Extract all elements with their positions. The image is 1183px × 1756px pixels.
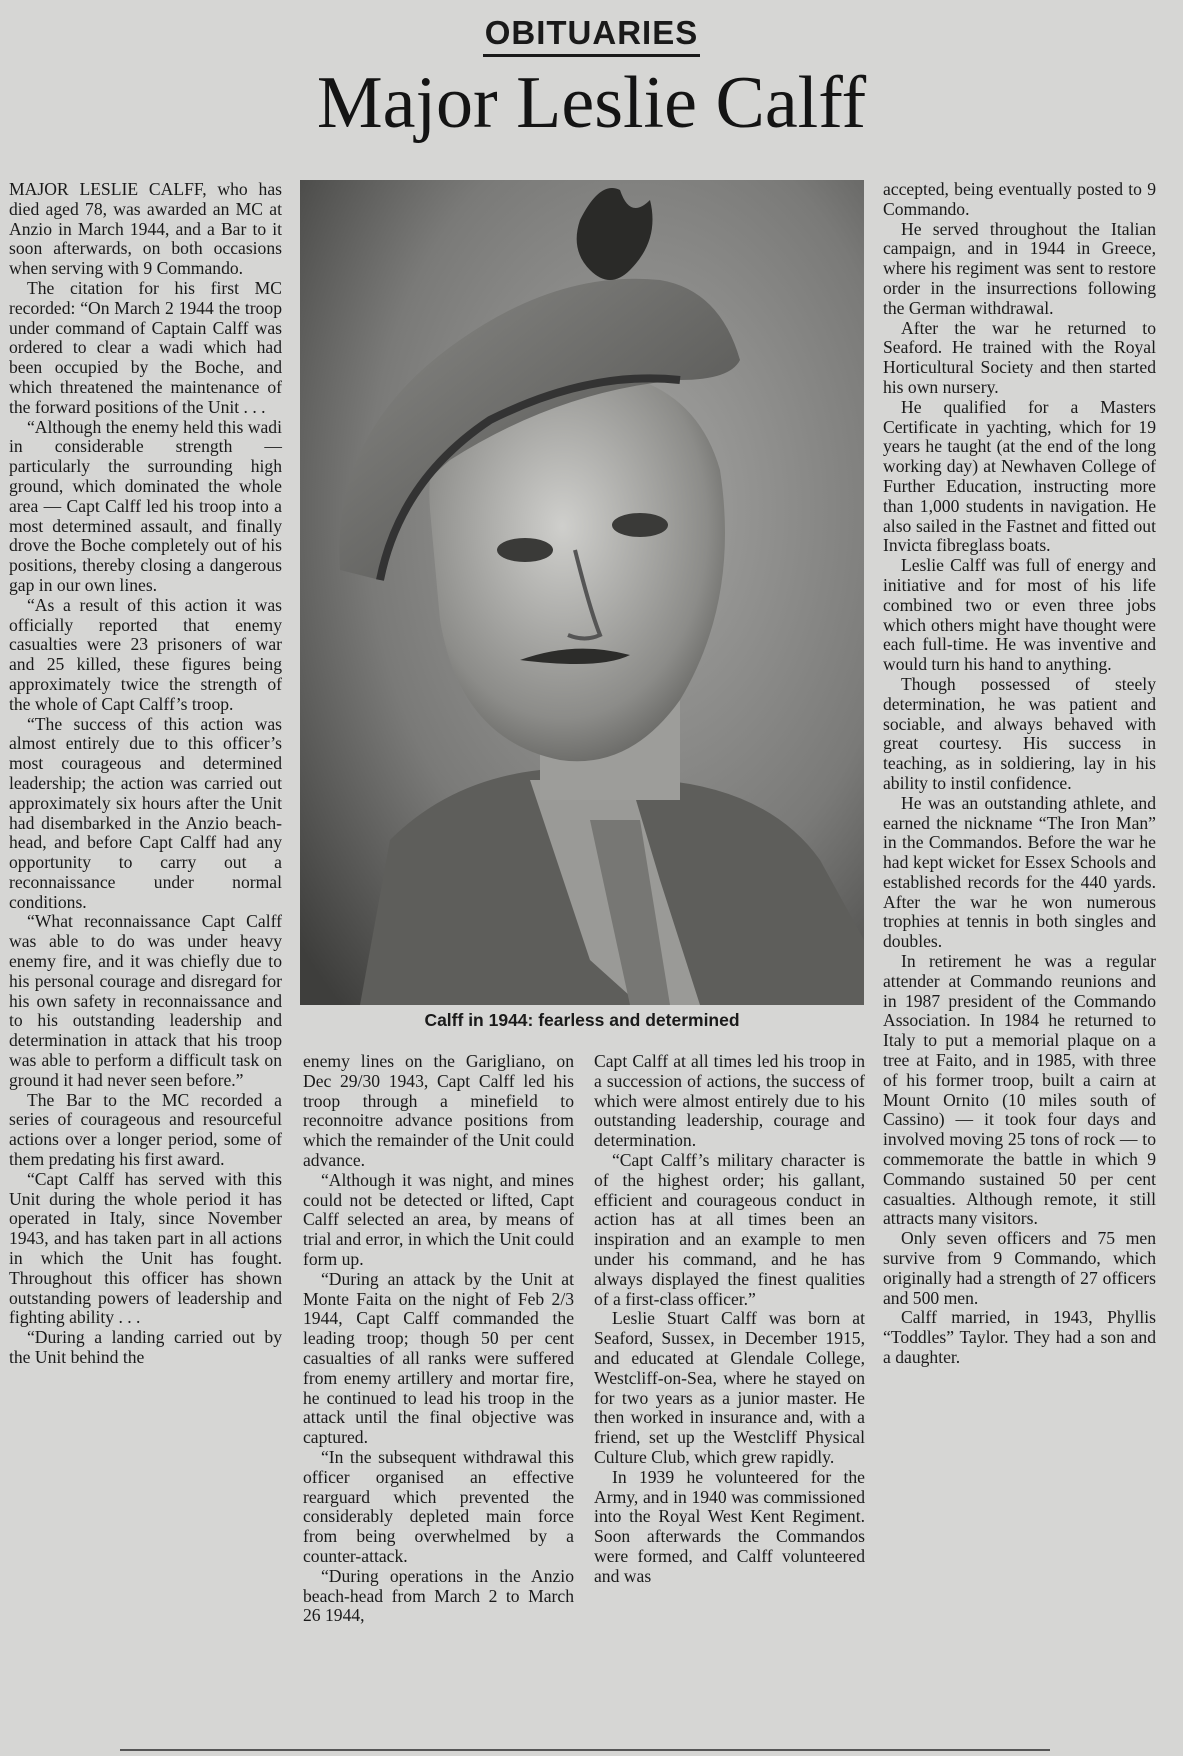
paragraph: “During a landing carried out by the Unit behind the [9,1327,282,1368]
paragraph: “Although the enemy held this wadi in considerable strength — particularly the surrounding high ground, which dominated the whole area — Capt Calff led his troop into a most determined assault, and finally drove the Boche completely out of his positions, thereby closing a dangerous gap in our own lines. [9,416,282,595]
column-1 [9,180,282,1368]
paragraph: MAJOR LESLIE CALFF, who has died aged 78, was awarded an MC at Anzio in March 1944, and a Bar to it soon afterwards, on both occasions when serving with 9 Commando. [9,179,282,279]
paragraph: Calff married, in 1943, Phyllis “Toddles” Taylor. They had a son and a daughter. [883,1307,1156,1368]
paragraph: “During operations in the Anzio beach-head from March 2 to March 26 1944, [303,1565,574,1626]
paragraph: “Capt Calff has served with this Unit during the whole period it has operated in Italy, since November 1943, and has taken part in all actions in which the Unit has fought. Throughout this officer has shown outstanding powers of leadership and fighting ability . . . [9,1168,282,1328]
paragraph: “The success of this action was almost entirely due to this officer’s most courageous and determined leadership; the action was carried out approximately six hours after the Unit had disembarked in the Anzio beach-head, and before Capt Calff had any opportunity to carry out a reconnaissance under normal conditions. [9,713,282,912]
paragraph: He served throughout the Italian campaign, and in 1944 in Greece, where his regiment was sent to restore order in the insurrections following the German withdrawal. [883,218,1156,318]
paragraph: Capt Calff at all times led his troop in a succession of actions, the success of which were almost entirely due to his outstanding leadership, courage and determination. [594,1051,865,1151]
paragraph: He was an outstanding athlete, and earned the nickname “The Iron Man” in the Commandos. Before the war he had kept wicket for Essex Schools and established records for the 440 yards. After the war he won numerous trophies at tennis in both singles and doubles. [883,792,1156,952]
paragraph: Leslie Calff was full of energy and initiative and for most of his life combined two or even three jobs which others might have thought were each full-time. He was inventive and would turn his hand to anything. [883,555,1156,675]
paragraph: “During an attack by the Unit at Monte Faita on the night of Feb 2/3 1944, Capt Calff commanded the leading troop; though 50 per cent casualties of all ranks were suffered from enemy artillery and mortar fire, he continued to lead his troop in the attack until the final objective was captured. [303,1268,574,1448]
section-header [0,14,1183,57]
paragraph: He qualified for a Masters Certificate in yachting, which for 19 years he taught (at the end of the long working day) at Newhaven College of Further Education, instructing more than 1,000 students in navigation. He also sailed in the Fastnet and fitted out Invicta fibreglass boats. [883,396,1156,556]
column-3 [594,1052,865,1587]
photo-caption: Calff in 1944: fearless and determined [424,1010,740,1030]
paragraph: The Bar to the MC recorded a series of courageous and resourceful actions over a longer period, some of them predating his first award. [9,1089,282,1170]
portrait-illustration [300,180,864,1005]
paragraph: The citation for his first MC recorded: “On March 2 1944 the troop under command of Captain Calff was ordered to clear a wadi which had been occupied by the Boche, and which threatened the maintenance of the forward positions of the Unit . . . [9,277,282,417]
column-2 [303,1052,574,1626]
paragraph: accepted, being eventually posted to 9 Commando. [883,179,1156,219]
portrait-photo [300,180,864,1005]
bottom-rule [120,1749,1050,1751]
paragraph: Though possessed of steely determination, he was patient and sociable, and always behaved with great courtesy. His success in teaching, as in soldiering, lay in his ability to instil confidence. [883,673,1156,793]
paragraph: “Although it was night, and mines could not be detected or lifted, Capt Calff selected an area, by means of trial and error, in which the Unit could form up. [303,1169,574,1269]
paragraph: “What reconnaissance Capt Calff was able to do was under heavy enemy fire, and it was chiefly due to his personal courage and disregard for his own safety in reconnaissance and to his outstanding leadership and determination in attack that his troop was able to perform a difficult task on ground it had never seen before.” [9,911,282,1090]
paragraph: “As a result of this action it was officially reported that enemy casualties were 23 prisoners of war and 25 killed, these figures being approximately twice the strength of the whole of Capt Calff’s troop. [9,594,282,714]
paragraph: In retirement he was a regular attender at Commando reunions and in 1987 president of the Commando Association. In 1984 he returned to Italy to put a memorial plaque on a tree at Faito, and in 1985, with three of his former troop, built a cairn at Mount Ornito (10 miles south of Cassino) — it took four days and involved moving 25 tons of rock — to commemorate the battle in which 9 Commando sustained 50 per cent casualties. Although remote, it still attracts many visitors. [883,951,1156,1229]
headline: Major Leslie Calff [316,62,867,144]
paragraph: Leslie Stuart Calff was born at Seaford, Sussex, in December 1915, and educated at Glendale College, Westcliff-on-Sea, where he stayed on for two years as a junior master. He then worked in insurance and, with a friend, set up the Westcliff Physical Culture Club, which grew rapidly. [594,1308,865,1467]
paragraph: In 1939 he volunteered for the Army, and in 1940 was commissioned into the Royal West Kent Regiment. Soon afterwards the Commandos were formed, and Calff volunteered and was [594,1466,865,1586]
paragraph: After the war he returned to Seaford. He trained with the Royal Horticultural Society and then started his own nursery. [883,317,1156,397]
column-4 [883,180,1156,1368]
paragraph: Only seven officers and 75 men survive from 9 Commando, which originally had a strength of 27 officers and 500 men. [883,1228,1156,1308]
paragraph: “In the subsequent withdrawal this officer organised an effective rearguard which prevented the considerably depleted main force from being overwhelmed by a counter-attack. [303,1446,574,1566]
paragraph: enemy lines on the Garigliano, on Dec 29/30 1943, Capt Calff led his troop through a minefield to reconnoitre advance positions from which the remainder of the Unit could advance. [303,1051,574,1170]
paragraph: “Capt Calff’s military character is of the highest order; his gallant, efficient and courageous conduct in action has at all times been an inspiration and an example to men under his command, and he has always displayed the finest qualities of a first-class officer.” [594,1149,865,1309]
section-title: OBITUARIES [483,14,701,57]
